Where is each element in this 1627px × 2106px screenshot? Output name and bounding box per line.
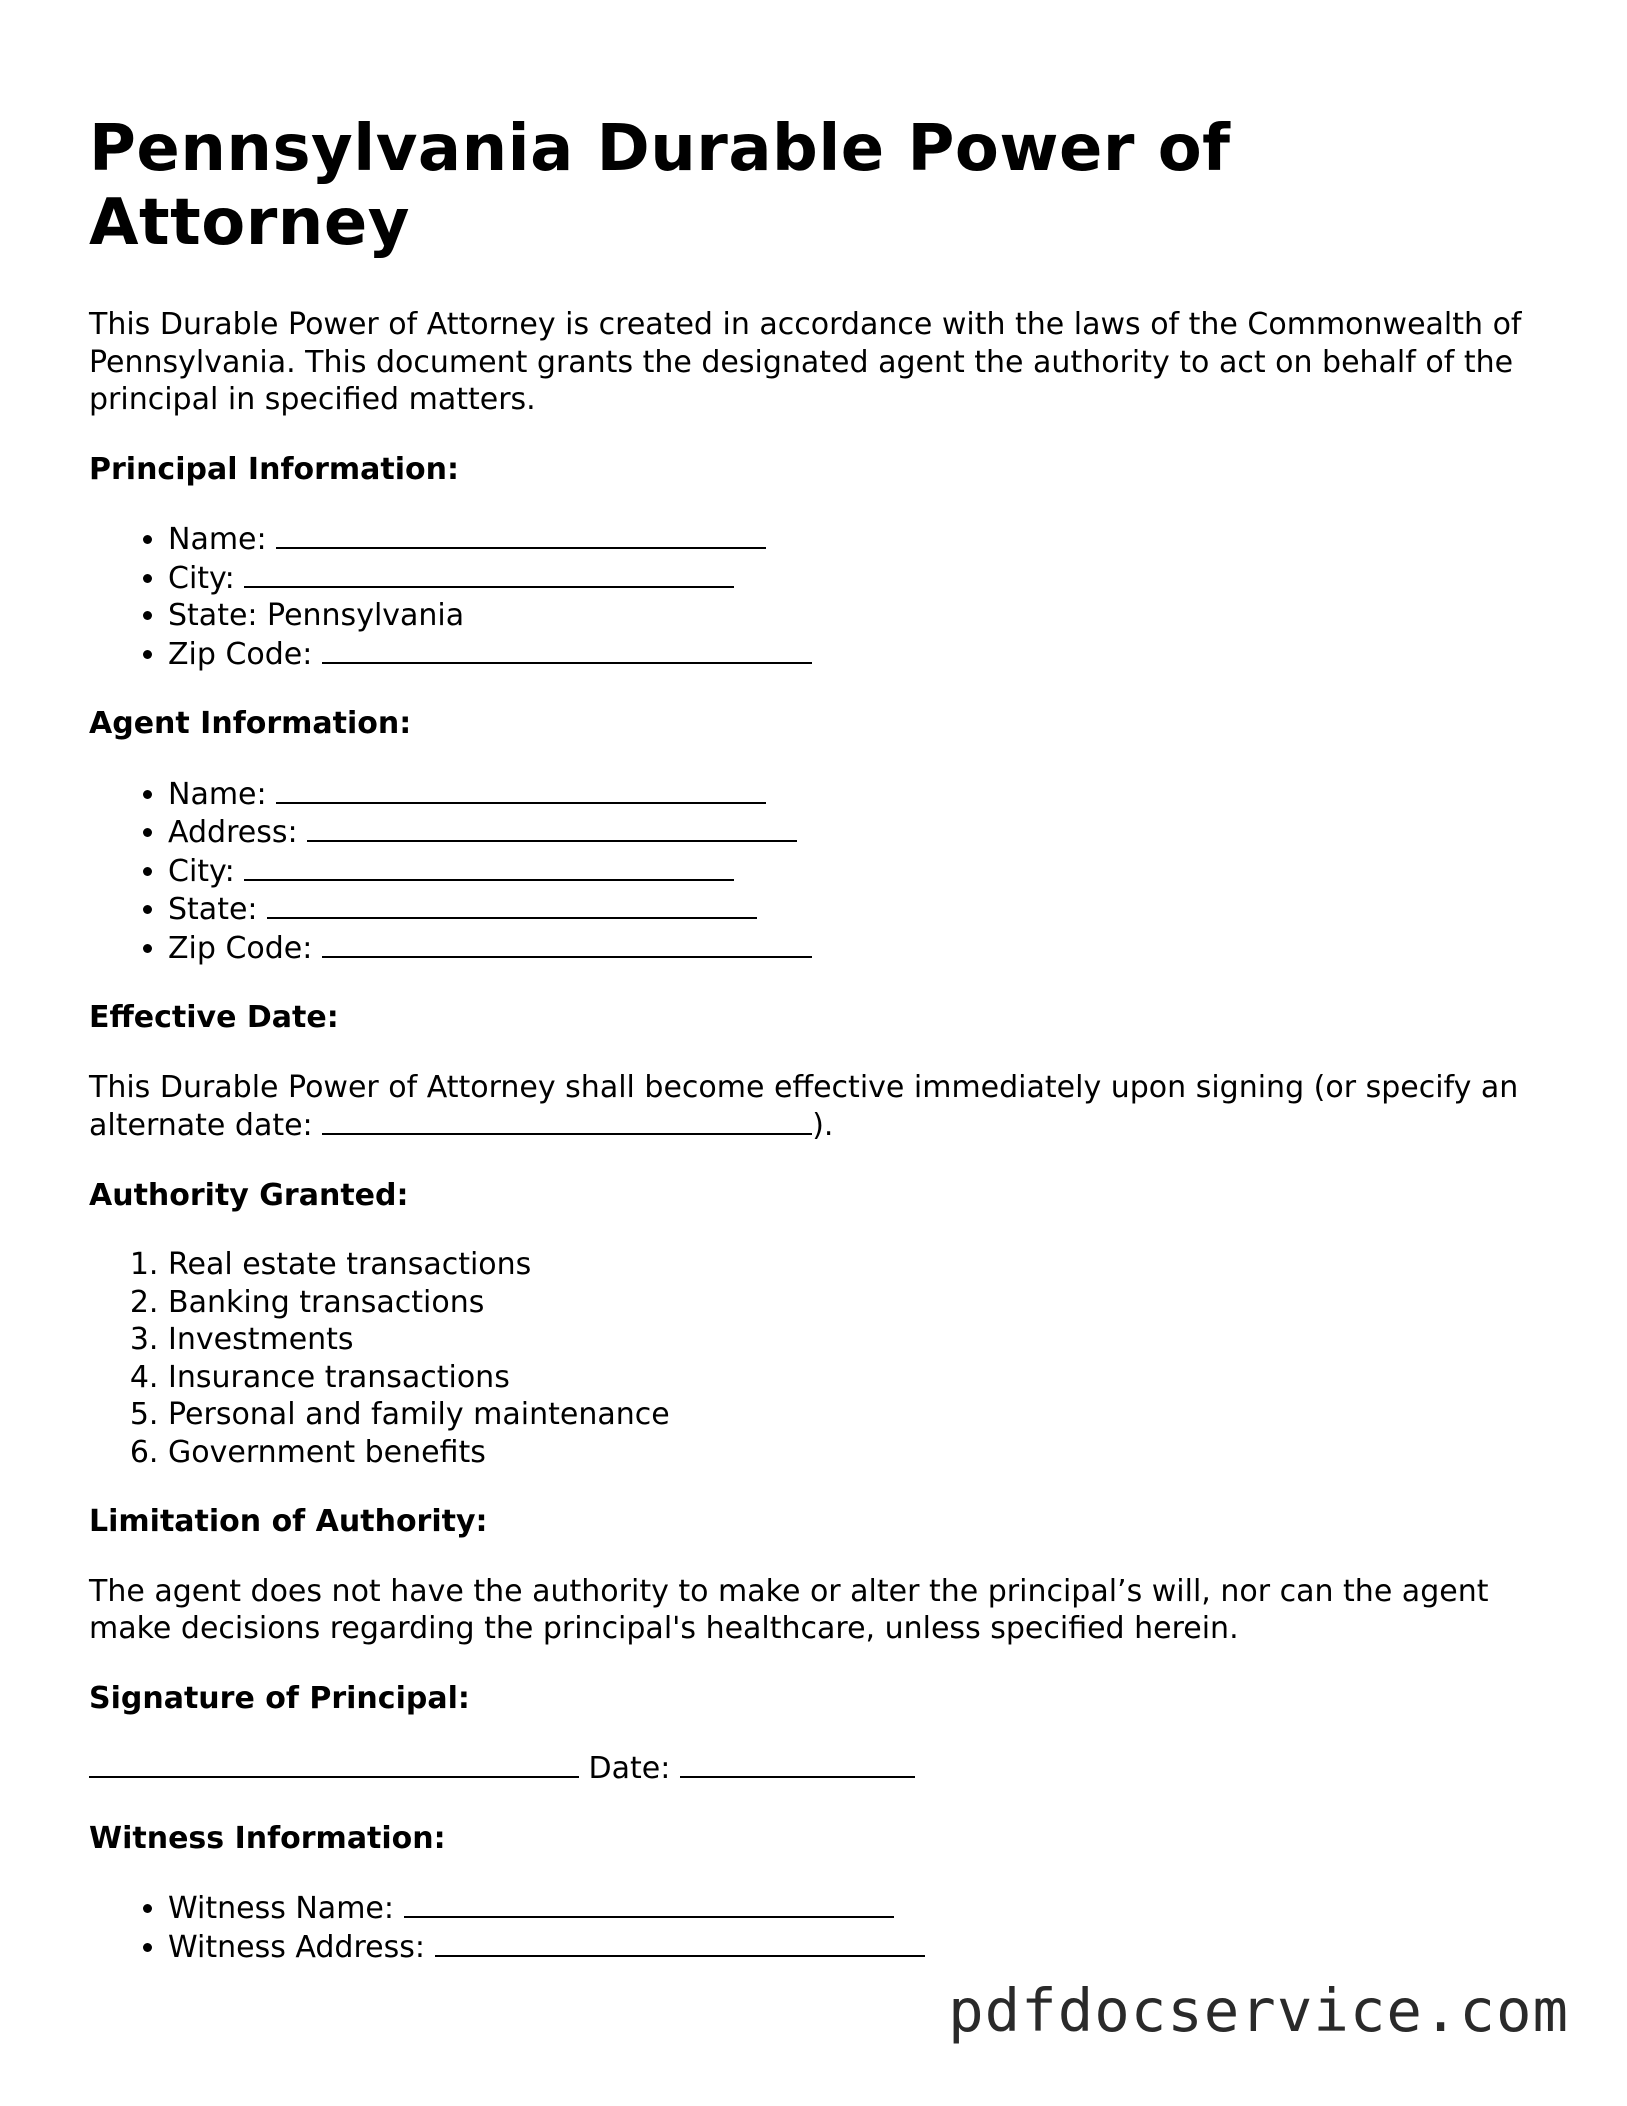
principal-name-field[interactable] <box>276 520 766 549</box>
witness-name-label: Witness Name: <box>168 1891 394 1926</box>
agent-name-field[interactable] <box>276 775 766 804</box>
agent-list <box>89 775 1549 968</box>
document-title: Pennsylvania Durable Power of Attorney <box>89 112 1231 260</box>
principal-name-item <box>168 520 1549 559</box>
intro-paragraph: This Durable Power of Attorney is created in accordance with the laws of the Commonwealth of Pennsylvania. This document grants the designated agent the authority to act on behalf of the principal in specified matters. <box>89 307 1522 417</box>
signature-date-field[interactable] <box>680 1749 915 1778</box>
authority-item: 2. Banking transactions <box>168 1284 1549 1322</box>
limitation-heading: Limitation of Authority: <box>89 1504 488 1539</box>
witness-list <box>89 1889 1549 1966</box>
effective-text: This Durable Power of Attorney shall become effective immediately upon signing (or specify an alternate date: <box>89 1069 1519 1143</box>
agent-state-item <box>168 890 1549 929</box>
effective-heading: Effective Date: <box>89 1000 339 1035</box>
authority-list <box>89 1246 1549 1471</box>
principal-heading: Principal Information: <box>89 451 460 487</box>
agent-zip-field[interactable] <box>322 929 812 958</box>
agent-zip-label: Zip Code: <box>168 930 313 966</box>
witness-heading: Witness Information: <box>89 1820 446 1856</box>
agent-name-item <box>168 775 1549 814</box>
witness-address-item <box>168 1928 1549 1967</box>
alternate-date-field[interactable] <box>322 1106 812 1135</box>
principal-city-field[interactable] <box>244 559 734 588</box>
principal-zip-label: Zip Code: <box>168 636 313 672</box>
authority-item: 5. Personal and family maintenance <box>168 1396 1549 1434</box>
witness-address-label: Witness Address: <box>168 1929 425 1965</box>
principal-signature-field[interactable] <box>89 1749 579 1778</box>
watermark-text: pdfdocservice.com <box>948 1976 1569 2045</box>
agent-state-field[interactable] <box>267 890 757 919</box>
signature-date-label: Date: <box>588 1751 671 1786</box>
principal-city-label: City: <box>168 560 235 596</box>
principal-list <box>89 520 1549 673</box>
agent-name-label: Name: <box>168 776 267 812</box>
witness-name-field[interactable] <box>404 1889 894 1918</box>
limitation-paragraph: The agent does not have the authority to make or alter the principal’s will, nor can the agent make decisions regarding the principal's healthcare, unless specified herein. <box>89 1573 1489 1646</box>
witness-address-field[interactable] <box>435 1928 925 1957</box>
authority-heading: Authority Granted: <box>89 1177 409 1213</box>
authority-item: 1. Real estate transactions <box>168 1246 1549 1284</box>
agent-zip-item <box>168 929 1549 968</box>
signature-heading: Signature of Principal: <box>89 1680 470 1716</box>
authority-item: 4. Insurance transactions <box>168 1359 1549 1397</box>
document-page <box>89 112 1549 1998</box>
principal-zip-item <box>168 635 1549 674</box>
principal-zip-field[interactable] <box>322 635 812 664</box>
agent-address-field[interactable] <box>307 813 797 842</box>
agent-city-item <box>168 852 1549 891</box>
agent-city-field[interactable] <box>244 852 734 881</box>
agent-state-label: State: <box>168 892 258 927</box>
effective-paragraph <box>89 1069 1549 1145</box>
effective-text-end: ). <box>812 1108 834 1143</box>
agent-address-label: Address: <box>168 815 298 850</box>
agent-address-item <box>168 813 1549 852</box>
authority-item: 6. Government benefits <box>168 1434 1549 1472</box>
signature-line <box>89 1749 1549 1788</box>
principal-city-item <box>168 559 1549 598</box>
principal-name-label: Name: <box>168 522 267 557</box>
witness-name-item <box>168 1889 1549 1928</box>
authority-item: 3. Investments <box>168 1321 1549 1359</box>
agent-city-label: City: <box>168 853 235 889</box>
agent-heading: Agent Information: <box>89 706 412 741</box>
principal-state-item: • State: Pennsylvania <box>168 597 1549 635</box>
